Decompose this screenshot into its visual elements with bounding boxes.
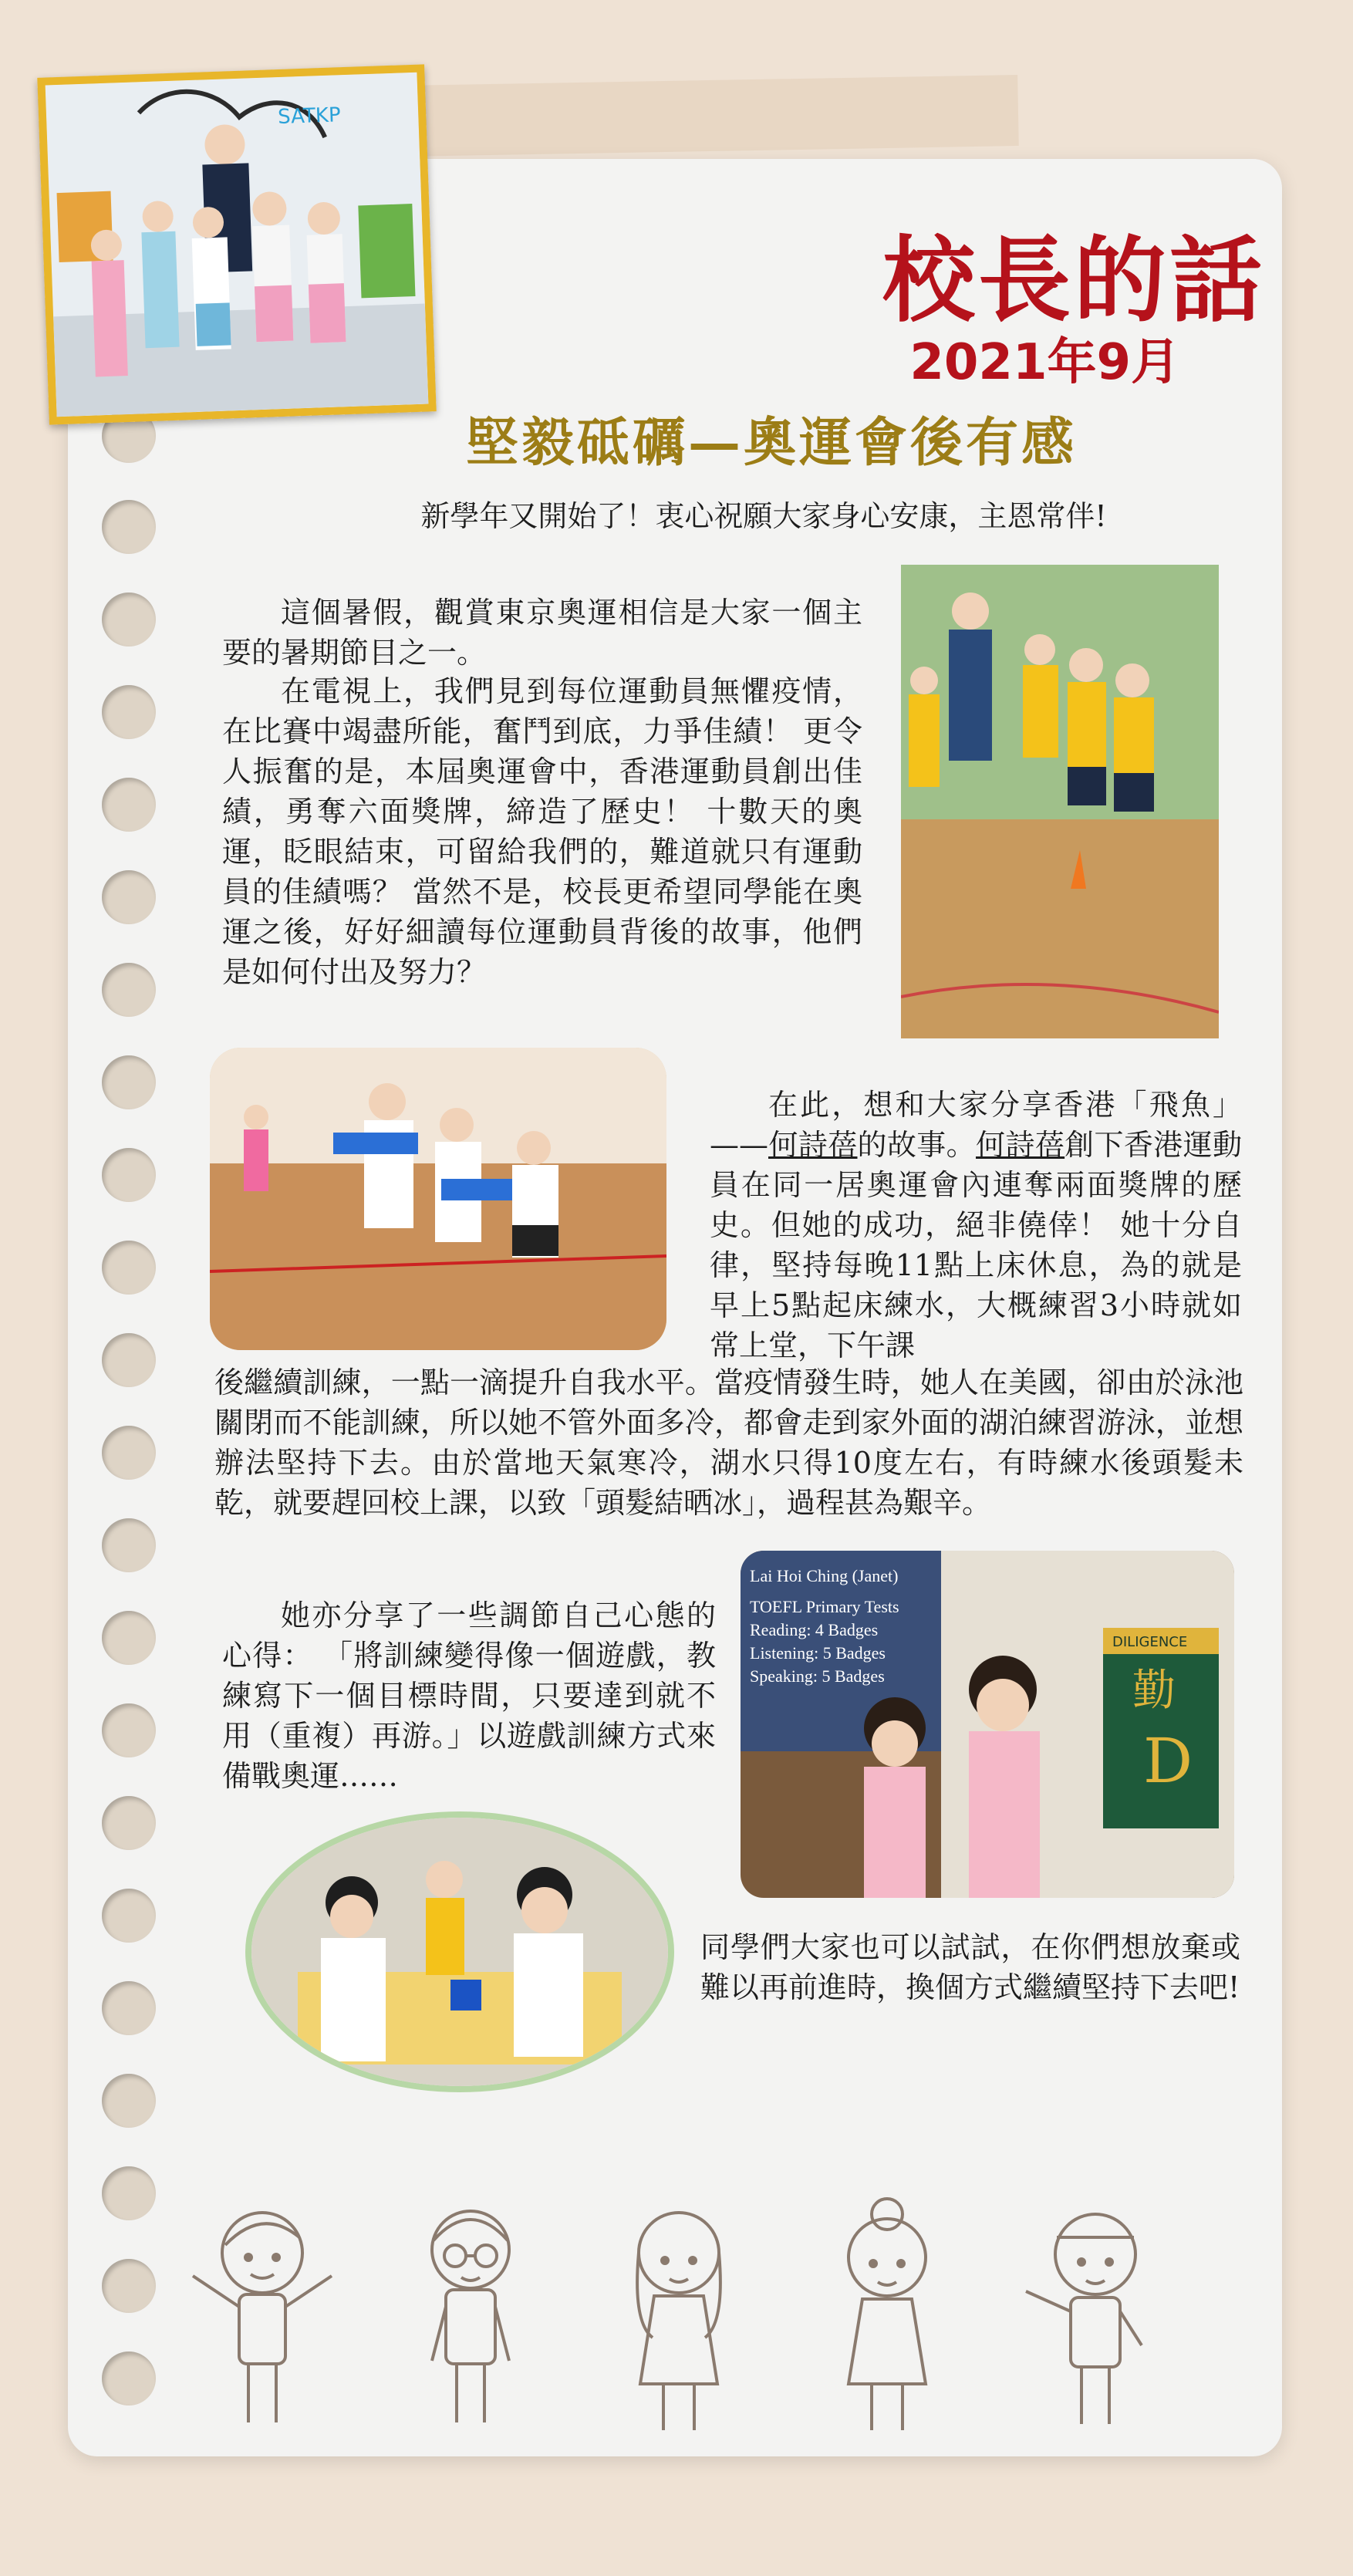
binder-hole bbox=[102, 1703, 156, 1757]
paragraph-tv bbox=[222, 671, 862, 992]
binder-hole bbox=[102, 1518, 156, 1572]
decorative-tape bbox=[400, 75, 1018, 157]
paragraph-text: 在電視上，我們見到每位運動員無懼疫情，在比賽中竭盡所能，奮鬥到底，力爭佳績！ 更令人振奮的是，本屆奧運會中，香港運動員創出佳績，勇奪六面獎牌，締造了歷史！ 十數天的奧運，眨眼結束，可留給我們的，難道就只有運動員的佳績嗎？ 當然不是，校長更希望同學能在奧運之後，好好細讀每位運動員背後的故事，他們是如何付出及努力？ bbox=[222, 674, 862, 989]
paragraph-text: 的故事。 bbox=[857, 1128, 976, 1162]
slide-text: Reading: 4 Badges bbox=[750, 1620, 879, 1639]
athlete-name: 何詩蓓 bbox=[976, 1128, 1065, 1162]
binder-hole bbox=[102, 593, 156, 647]
paragraph-text: 同學們大家也可以試試，在你們想放棄或難以再前進時，換個方式繼續堅持下去吧! bbox=[700, 1930, 1240, 2004]
issue-date: 2021年9月 bbox=[909, 334, 1180, 391]
paragraph-text: 這個暑假，觀賞東京奧運相信是大家一個主要的暑期節目之一。 bbox=[222, 596, 862, 670]
paragraph-mindset bbox=[222, 1595, 716, 1796]
banner-text: D bbox=[1143, 1725, 1193, 1797]
binder-hole bbox=[102, 1055, 156, 1109]
binder-hole bbox=[102, 963, 156, 1017]
student-speech-photo bbox=[741, 1551, 1234, 1898]
paragraph-training bbox=[214, 1362, 1243, 1523]
binder-hole bbox=[102, 2259, 156, 2313]
binder-hole bbox=[102, 2351, 156, 2406]
paragraph-intro bbox=[222, 593, 862, 673]
binder-hole bbox=[102, 1333, 156, 1387]
binder-hole bbox=[102, 778, 156, 832]
binder-hole bbox=[102, 1611, 156, 1665]
group-activity-photo bbox=[245, 1811, 674, 2092]
paragraph-closing bbox=[700, 1927, 1240, 2007]
binder-hole bbox=[102, 500, 156, 554]
binder-hole bbox=[102, 1889, 156, 1943]
cartoon-boy-pointing bbox=[1026, 2214, 1142, 2424]
binder-hole bbox=[102, 685, 156, 739]
cartoon-girl-bun bbox=[849, 2199, 926, 2430]
cartoon-boy-glasses bbox=[432, 2211, 509, 2422]
banner-text: 勤 bbox=[1132, 1666, 1176, 1716]
paragraph-text: 在此，想和大家分享香港「飛魚」—— bbox=[710, 1088, 1242, 1162]
relay-race-photo bbox=[901, 565, 1219, 1038]
cartoon-girl-long-hair bbox=[637, 2213, 720, 2430]
banner-text: DILIGENCE bbox=[1112, 1634, 1188, 1650]
cartoon-children-illustration bbox=[154, 2191, 1203, 2453]
slide-text: Listening: 5 Badges bbox=[750, 1643, 886, 1663]
slide-text: Lai Hoi Ching (Janet) bbox=[750, 1566, 899, 1585]
principal-students-photo bbox=[37, 64, 436, 424]
paragraph-text: 創下香港運動員在同一居奧運會內連奪兩面獎牌的歷史。但她的成功，絕非僥倖！ 她十分自律，堅持每晚11點上床休息，為的就是早上5點起床練水，大概練習3小時就如常上堂，下午課 bbox=[710, 1128, 1242, 1362]
classroom-game-photo bbox=[210, 1048, 666, 1350]
cartoon-boy-waving bbox=[193, 2213, 332, 2422]
binder-hole bbox=[102, 870, 156, 924]
binder-hole bbox=[102, 1426, 156, 1480]
greeting-line: 新學年又開始了！衷心祝願大家身心安康，主恩常伴! bbox=[420, 499, 1107, 533]
binder-hole bbox=[102, 1148, 156, 1202]
paragraph-flying-fish bbox=[710, 1085, 1242, 1366]
slide-text: TOEFL Primary Tests bbox=[750, 1597, 899, 1616]
athlete-name: 何詩蓓 bbox=[768, 1128, 858, 1162]
binder-hole bbox=[102, 2074, 156, 2128]
paragraph-text: 後繼續訓練，一點一滴提升自我水平。當疫情發生時，她人在美國，卻由於泳池關閉而不能訓練，所以她不管外面多冷，都會走到家外面的湖泊練習游泳，並想辦法堅持下去。由於當地天氣寒冷，湖水只得10度左右，有時練水後頭髮未乾，就要趕回校上課，以致「頭髮結晒冰」，過程甚為艱辛。 bbox=[214, 1366, 1243, 1520]
binder-hole bbox=[102, 1796, 156, 1850]
binder-hole bbox=[102, 1241, 156, 1295]
paragraph-text: 她亦分享了一些調節自己心態的心得： 「將訓練變得像一個遊戲，教練寫下一個目標時間，只要達到就不用（重複）再游。」以遊戲訓練方式來備戰奧運…… bbox=[222, 1599, 716, 1793]
page-title: 校長的話 bbox=[882, 228, 1265, 335]
binder-hole bbox=[102, 1981, 156, 2035]
slide-text: Speaking: 5 Badges bbox=[750, 1666, 885, 1686]
article-heading: 堅毅砥礪—奧運會後有感 bbox=[465, 412, 1077, 474]
binder-hole bbox=[102, 2166, 156, 2220]
wall-text: SATKP bbox=[277, 103, 342, 130]
